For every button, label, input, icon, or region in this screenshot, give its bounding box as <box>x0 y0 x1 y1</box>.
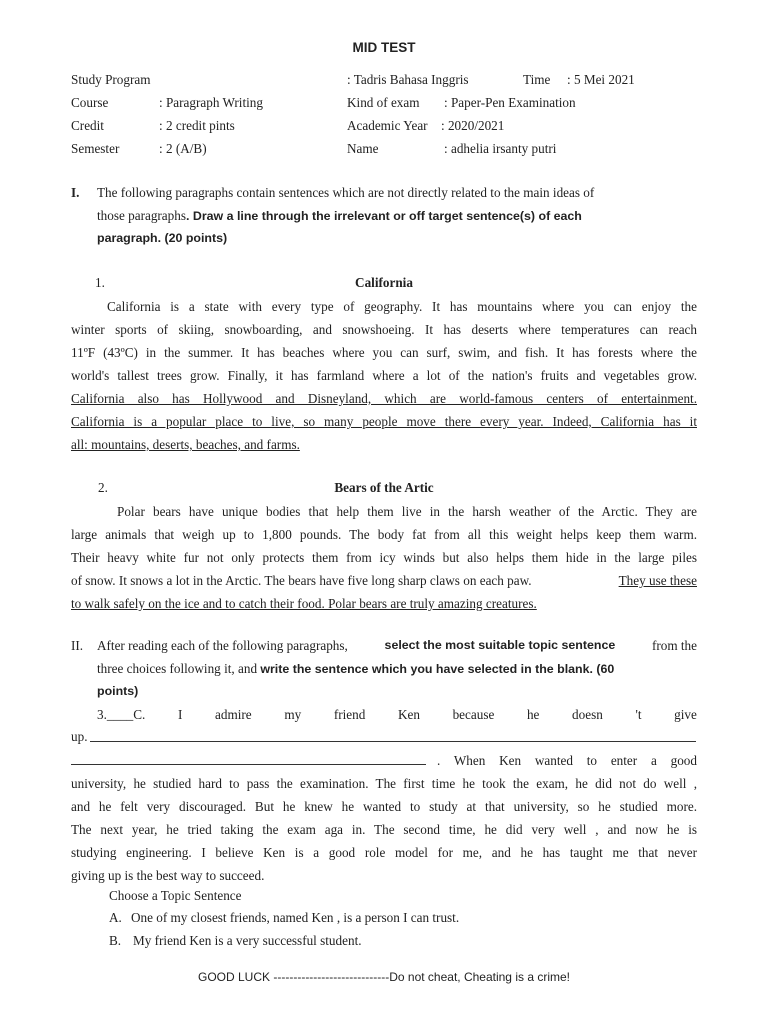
question-3-line-1: 3.____C. I admire my friend Ken because he doesn 't give <box>97 707 697 722</box>
paragraph-1-line-6: California is a popular place to live, so many people move there every year. Indeed, California has it <box>71 414 697 429</box>
paragraph-1-line-3: 11ºF (43ºC) in the summer. It has beaches where you can surf, swim, and fish. It has forests where the <box>71 345 697 360</box>
name-value: : adhelia irsanty putri <box>444 141 557 156</box>
question-3-answer-blank-2[interactable] <box>71 764 426 765</box>
paragraph-2-title: Bears of the Artic <box>334 480 434 495</box>
credit-value: : 2 credit pints <box>159 118 235 133</box>
option-b-text: My friend Ken is a very successful student. <box>133 933 362 948</box>
course-label: Course <box>71 95 109 110</box>
paragraph-1-line-1: California is a state with every type of geography. It has mountains where you can enjoy the <box>107 299 697 314</box>
paragraph-1-number: 1. <box>95 275 105 290</box>
paragraph-2-line-1: Polar bears have unique bodies that help them live in the harsh weather of the Arctic. They are <box>117 504 697 519</box>
paragraph-1-line-7: all: mountains, deserts, beaches, and farms. <box>71 437 300 452</box>
paragraph-2-line-4: of snow. It snows a lot in the Arctic. The bears have five long sharp claws on each paw. They use these <box>71 573 697 588</box>
question-3-line-4: university, he studied hard to pass the examination. The first time he took the exam, he did not do well , <box>71 776 697 791</box>
page-title: MID TEST <box>352 40 416 55</box>
course-value: : Paragraph Writing <box>159 95 263 110</box>
paragraph-2-line-2: large animals that weigh up to 1,800 pounds. The body fat from all this weight helps keep them warm. <box>71 527 697 542</box>
paragraph-2-line-3: Their heavy white fur not only protects them from icy winds but also helps them hide in the large piles <box>71 550 697 565</box>
section-2-instruction-line-2: three choices following it, and write the sentence which you have selected in the blank. (60 <box>97 661 615 676</box>
option-b-label: B. <box>109 933 122 948</box>
semester-value: : 2 (A/B) <box>159 141 207 156</box>
question-3-answer-blank-1[interactable] <box>90 741 696 742</box>
name-label: Name <box>347 141 379 156</box>
paragraph-1-line-2: winter sports of skiing, snowboarding, and snowshoeing. It has deserts where temperatures can reach <box>71 322 697 337</box>
section-1-number: I. <box>71 185 80 200</box>
study-program-value: : Tadris Bahasa Inggris <box>347 72 469 87</box>
section-2-instruction-line-3: points) <box>97 684 139 698</box>
study-program-label: Study Program <box>71 72 151 87</box>
question-3-line-7: studying engineering. I believe Ken is a good role model for me, and he has taught me that never <box>71 845 697 860</box>
paragraph-1-line-4: world's tallest trees grow. Finally, it has farmland where a lot of the nation's fruits and vegetables grow. <box>71 368 697 383</box>
option-a-label: A. <box>109 910 122 925</box>
credit-label: Credit <box>71 118 104 133</box>
option-a-text: One of my closest friends, named Ken , is a person I can trust. <box>131 910 460 925</box>
paragraph-2-line-5: to walk safely on the ice and to catch their food. Polar bears are truly amazing creatures. <box>71 596 537 611</box>
footer-message: GOOD LUCK -----------------------------Do not cheat, Cheating is a crime! <box>198 970 570 984</box>
time-label: Time <box>523 72 551 87</box>
time-value: : 5 Mei 2021 <box>567 72 635 87</box>
choose-topic-sentence-label: Choose a Topic Sentence <box>109 888 242 903</box>
question-3-line-3: . When Ken wanted to enter a good <box>437 753 697 768</box>
question-3-line-5: and he felt very discouraged. But he knew he wanted to study at that university, so he studied more. <box>71 799 697 814</box>
question-3-line-8: giving up is the best way to succeed. <box>71 868 265 883</box>
section-1-instruction-line-2: those paragraphs. Draw a line through the irrelevant or off target sentence(s) of each <box>97 208 582 223</box>
section-2-number: II. <box>71 638 84 653</box>
question-3-up: up. <box>71 729 88 744</box>
paragraph-1-title: California <box>355 275 413 290</box>
question-3-line-6: The next year, he tried taking the exam aga in. The second time, he did very well , and now he is <box>71 822 697 837</box>
kind-of-exam-label: Kind of exam <box>347 95 420 110</box>
section-1-instruction-line-3: paragraph. (20 points) <box>97 231 228 245</box>
paragraph-1-line-5: California also has Hollywood and Disneyland, which are world-famous centers of entertainment. <box>71 391 697 406</box>
paragraph-2-number: 2. <box>98 480 108 495</box>
semester-label: Semester <box>71 141 120 156</box>
academic-year-value: : 2020/2021 <box>441 118 505 133</box>
kind-of-exam-value: : Paper-Pen Examination <box>444 95 576 110</box>
section-2-instruction-line-1: After reading each of the following paragraphs, select the most suitable topic sentence from the <box>97 638 697 653</box>
section-1-instruction-line-1: The following paragraphs contain sentences which are not directly related to the main ideas of <box>97 185 595 200</box>
academic-year-label: Academic Year <box>347 118 428 133</box>
